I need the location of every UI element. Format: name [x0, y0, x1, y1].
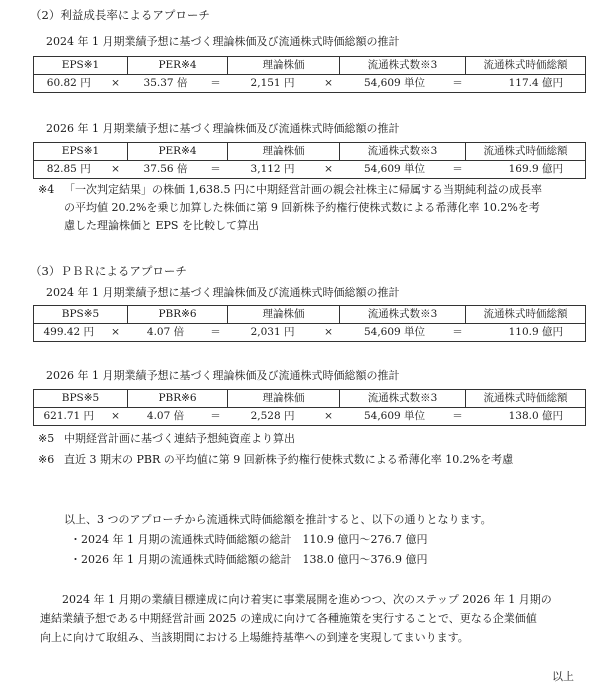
value-cell: 117.4 億円 — [466, 75, 586, 93]
closing-paragraph — [40, 590, 588, 647]
header-cell: 流通株式数※3 — [340, 57, 466, 75]
value-cell: 54,609 単位 — [340, 161, 450, 179]
footnote-text: 直近 3 期末の PBR の平均値に第 9 回新株予約権行使株式数による希薄化率 10.2%を考慮 — [64, 453, 514, 466]
value-cell: 138.0 億円 — [466, 408, 586, 426]
header-cell: 流通株式時価総額 — [466, 143, 586, 161]
header-cell: BPS※5 — [34, 390, 128, 408]
operator-cell: ＝ — [204, 408, 228, 426]
value-cell: 2,151 円 — [228, 75, 318, 93]
table-caption: 2026 年 1 月期業績予想に基づく理論株価及び流通株式時価総額の推計 — [46, 122, 400, 135]
header-cell: 理論株価 — [228, 390, 340, 408]
summary-intro: 以上、3 つのアプローチから流通株式時価総額を推計すると、以下の通りとなります。 — [64, 513, 492, 526]
operator-cell: × — [318, 324, 340, 342]
header-cell: EPS※1 — [34, 143, 128, 161]
header-row — [34, 143, 586, 161]
value-cell: 54,609 単位 — [340, 324, 450, 342]
operator-cell: × — [318, 161, 340, 179]
value-cell: 54,609 単位 — [340, 75, 450, 93]
header-cell: PER※4 — [128, 143, 228, 161]
value-cell: 169.9 億円 — [466, 161, 586, 179]
table-caption: 2026 年 1 月期業績予想に基づく理論株価及び流通株式時価総額の推計 — [46, 369, 400, 382]
paragraph-line: 向上に向けて取組み、当該期間における上場維持基準への到達を実現してまいります。 — [40, 631, 469, 644]
operator-cell: ＝ — [450, 408, 466, 426]
header-cell: 理論株価 — [228, 143, 340, 161]
header-cell: 理論株価 — [228, 306, 340, 324]
value-cell: 60.82 円 — [34, 75, 104, 93]
operator-cell: ＝ — [204, 324, 228, 342]
header-row — [34, 57, 586, 75]
value-cell: 2,528 円 — [228, 408, 318, 426]
header-cell: 流通株式時価総額 — [466, 390, 586, 408]
operator-cell: × — [104, 324, 128, 342]
value-cell: 37.56 倍 — [128, 161, 204, 179]
closing-end-mark: 以上 — [552, 670, 574, 683]
header-cell: PER※4 — [128, 57, 228, 75]
value-cell: 35.37 倍 — [128, 75, 204, 93]
calc-table-bps-2026 — [33, 389, 586, 426]
paragraph-line: 連結業績予想である中期経営計画 2025 の達成に向けて各種施策を実行することで、更なる企業価値 — [40, 612, 537, 625]
footnote-text — [38, 181, 588, 235]
value-cell: 2,031 円 — [228, 324, 318, 342]
value-row — [34, 161, 586, 179]
header-cell: 流通株式数※3 — [340, 143, 466, 161]
value-cell: 4.07 倍 — [128, 324, 204, 342]
header-cell: 流通株式数※3 — [340, 390, 466, 408]
section2-heading: （2）利益成長率によるアプローチ — [30, 8, 210, 22]
value-cell: 621.71 円 — [34, 408, 104, 426]
footnote-6 — [38, 451, 588, 469]
value-cell: 3,112 円 — [228, 161, 318, 179]
operator-cell: × — [104, 161, 128, 179]
summary-bullet: ・2026 年 1 月期の流通株式時価総額の総計 138.0 億円～376.9 億円 — [70, 553, 428, 566]
calc-table-bps-2024 — [33, 305, 586, 342]
operator-cell: ＝ — [450, 161, 466, 179]
header-cell: BPS※5 — [34, 306, 128, 324]
paragraph-line: 2024 年 1 月期の業績目標達成に向け着実に事業展開を進めつつ、次のステップ 2026 年 1 月期の — [62, 593, 552, 606]
value-row — [34, 408, 586, 426]
footnote-line: 「一次判定結果」の株価 1,638.5 円に中期経営計画の親会社株主に帰属する当期純利益の成長率 — [64, 183, 542, 196]
value-row — [34, 75, 586, 93]
header-row — [34, 306, 586, 324]
table-caption: 2024 年 1 月期業績予想に基づく理論株価及び流通株式時価総額の推計 — [46, 35, 400, 48]
header-cell: 流通株式時価総額 — [466, 306, 586, 324]
footnote-4 — [38, 181, 588, 235]
header-cell: 流通株式時価総額 — [466, 57, 586, 75]
value-cell: 110.9 億円 — [466, 324, 586, 342]
value-cell: 499.42 円 — [34, 324, 104, 342]
footnote-text: 中期経営計画に基づく連結予想純資産より算出 — [64, 432, 295, 445]
value-row — [34, 324, 586, 342]
operator-cell: × — [104, 75, 128, 93]
footnote-mark: ※6 — [38, 453, 55, 466]
value-cell: 82.85 円 — [34, 161, 104, 179]
footnote-mark: ※4 — [38, 183, 55, 196]
operator-cell: × — [104, 408, 128, 426]
calc-table-eps-2026 — [33, 142, 586, 179]
operator-cell: ＝ — [450, 324, 466, 342]
header-cell: 流通株式数※3 — [340, 306, 466, 324]
header-cell: PBR※6 — [128, 306, 228, 324]
summary-bullet: ・2024 年 1 月期の流通株式時価総額の総計 110.9 億円～276.7 億円 — [70, 533, 428, 546]
header-cell: 理論株価 — [228, 57, 340, 75]
operator-cell: ＝ — [450, 75, 466, 93]
operator-cell: × — [318, 408, 340, 426]
section3-heading: （3）ＰＢＲによるアプローチ — [30, 264, 187, 278]
header-row — [34, 390, 586, 408]
footnote-line: 慮した理論株価と EPS を比較して算出 — [64, 219, 259, 232]
footnote-5 — [38, 430, 588, 448]
calc-table-eps-2024 — [33, 56, 586, 93]
operator-cell: ＝ — [204, 75, 228, 93]
footnote-mark: ※5 — [38, 432, 55, 445]
footnote-line: の平均値 20.2%を乗じ加算した株価に第 9 回新株予約権行使株式数による希薄化率 10.2%を考 — [64, 201, 540, 214]
operator-cell: ＝ — [204, 161, 228, 179]
header-cell: PBR※6 — [128, 390, 228, 408]
header-cell: EPS※1 — [34, 57, 128, 75]
operator-cell: × — [318, 75, 340, 93]
value-cell: 4.07 倍 — [128, 408, 204, 426]
value-cell: 54,609 単位 — [340, 408, 450, 426]
table-caption: 2024 年 1 月期業績予想に基づく理論株価及び流通株式時価総額の推計 — [46, 286, 400, 299]
